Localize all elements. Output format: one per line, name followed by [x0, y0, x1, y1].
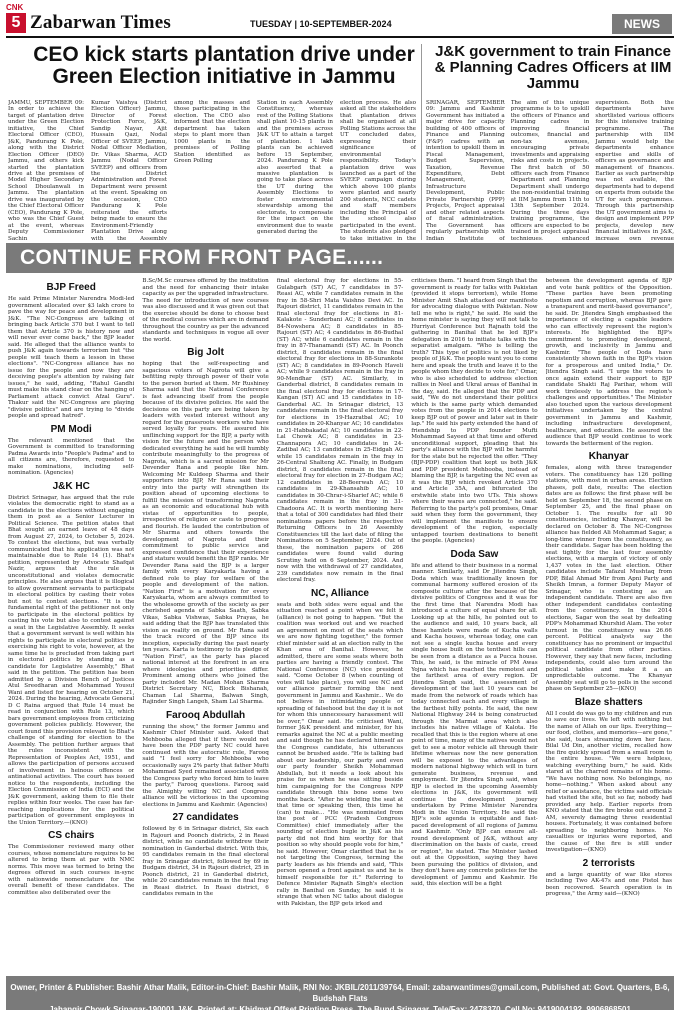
masthead: [0, 0, 680, 40]
lead-column: JAMMU, SEPTEMBER 09: In order to achieve the target of plantation drive under the Green Election initiative, the Chief Electoral Officer (CEO), J&K, Pandurang K Pole, along with the District Election Officer (DEO) Jammu, and others kick started the plantation drive at the premises of Model Higher Secondary School Dhoulanwali in Jammu. The plantation drive was inaugurated by the Chief Electoral Officer (CEO), Pandurang K Pole, who was the Chief Guest at the event, whereas Deputy Commissioner Sachin: [8, 100, 84, 240]
lead-headline: CEO kick starts plantation drive under Green Election initiative in Jammu: [33, 43, 415, 88]
side-column: SRINAGAR, SEPTEMBER 09: Jammu and Kashmir Government has initiated a major drive for capacity building of 400 officers of Finance and Planning (F&P) cadres with an intention to upskill them in Fiscal Management, Budget Supervision, Taxation, Revenue Expenditure, Debt Management, Infrastructure Development, Public Private Partnership (PPP) Projects, Project appraisal and other related aspects of fiscal administration. The Government has regularly partnership with Indian Institute of: [426, 100, 505, 240]
story-text: The Commissioner reviewed many other courses, whose nomenclature requires to be altered to bring them at par with NMC norms. This move was termed to bring the degrees offered in such courses in-sync with nationwide nomenclature for the overall benefit of these candidates. The committee also deliberated over the: [8, 844, 135, 896]
story-text: He said Prime Minister Narendra Modi-led government allocated over $3 lakh crore to pave the way for peace and development in J&K. "The NC-Congress are talking of bringing back Article 370 but I want to tell them that Article 370 is history now and will never ever come back," the BJP leader said. He alleged that the alliance wants to push J&K again towards terrorism but "the people will teach them a lesson in these elections". "NC-Congress alliance has no issue for the people and now they are deceiving people's attention by raising fair issues," he said, adding, "Rahul Gandhi must make his stand clear on the hanging of Parliament attack convict Afzal Guru". Thakur said the NC-Congress are playing "divisive politics" and are trying to "divide people and spread hatred".: [8, 296, 135, 419]
continued-column: [411, 278, 537, 946]
continued-column: [546, 278, 672, 946]
story-text: All I could do was go to my children and run to save our lives. We left with nothing but the name of Allah on our lips. Everything—our food, clothes, and memories—are gone," she said, tears streaming down her face. Bilal Ud Din, another victim, recalled how the fire quickly spread from a small room to the entire house. "We were helpless, watching everything burn," he said. Kids stared at the charred remains of his home. "We have nothing now. No belongings, no home—nothing." When asked about any relief or assistance, the victims said officials had visited the site, but so far, nobody had provided any help. Earlier reports from KNO stated that the fire broke out around 2 AM, severely damaging three residential houses. Fortunately, it was contained before spreading to neighboring homes. No casualties or injuries were reported, and the cause of the fire is still under investigation—(KNO): [545, 710, 672, 853]
continue-banner: CONTINUE FROM FRONT PAGE......: [6, 243, 674, 273]
side-column: supervision. Both the departments have shortlisted various officers for this intensive training programme. The partnership with IIM Jammu would help the departments enhance expertise and skills of officers as governance and management of finances. Earlier as such partnership was not available, the departments had to depend on experts from outside the UT for such programmes. Through this partnership the UT government aims to design and implement PPP projects, develop new financial initiatives in J&K, increase own revenue: [595, 100, 674, 240]
story-text: hoping that the self-respecting and sagacious voters of Nagrota will give a befitting reply through power of their vote to the person buried at them. Mr Rushiney Sharma said that the National Conference is fast advancing itself from the people because of its divisive policies. He said the decisions on this party are being taken by leaders with vested interest without any regard for the grassroots workers who have served loyally for years. He assured his unflinching support for the BJP, a party with vision for the future and the person who dedicated everything he said he will humbly contribute meaningfully to the progress of Nagrota, which is a sacred mission for Mr Devender Rana and people like him. Welcoming Mr Kuldeep Sharma and their supporters into BJP, Mr Rana said their entry into the party will strengthen its position ahead of upcoming elections to fulfill the mission of transforming Nagrota as an economic and educational hub with vistas of opportunities to people, irrespective of religion or caste to progress and flourish. He lauded the contribution of Mr Sharma and others towards the development of Nagrota and their commitment to public service and expressed confidence that their experience and stature would benefit the BJP ranks. Mr Devender Rana said the BJP is a larger family with every Karyakarta having a defined role to play for welfare of the people and development of the nation. "Nation First" is a motivation for every Karyakarta, whom are always committed to the wholesome growth of the society as per cherished agenda of Sabka Saath, Sabka Vikas, Sabka Vishwas, Sabka Prayas, he said adding that the BJP has translated this vision as reality on ground. Mr Rana said the track record of the BJP since its inception, especially during the past nearly ten years. Karta is testimony to its pledge of "Nation First", as the party has placed national interest at the forefront in an era where ideologies and priorities differ. Prominent among others who joined the party included Mr. Madan Mohan Sharma District Secretary NC, Block Bishanah, Chaman Lal Sharma, Balwan Singh, Rajinder Singh Langeh, Sham Lal Sharma.: [142, 361, 269, 705]
story-text: between the development agenda of BJP and vote bank politics of the Opposition. "These parties have been promoting nepotism and corruption, whereas BJP gave a transparent and merit-based governance", he said. Dr. Jitendra Singh emphasised the importance of electing a capable leaders who can effectively represent the region's interests. He highlighted the BJP's commitment to promoting development, growth, and inclusivity in Jammu and Kashmir. "The people of Doda have consistently shown faith in the BJP's vision for a prosperous and united India," Dr. Jitendra Singh said. "I urge the voters to once again extend their support to BJP candidate Shakti Raj Parihar, whom will work tirelessly to address the region's challenges and opportunities." The Minister also touched upon the various development initiatives undertaken by the central government in Jammu and Kashmir, including infrastructure development, healthcare, and education. He assured the audience that BJP would continue to work towards the betterment of the region.: [545, 278, 672, 447]
story-text: and a large quantity of war like stores including Two AK-47s and one Pistol has been recovered. Search operation is in progress," the Army said—(KNO): [545, 871, 672, 897]
side-column: The aim of this unique programme is to to upskill the officers of Finance and Planning cadres in improving financial outcomes, financial and non-tax avenues, encouraging private investments and appraising risks and costs in projects. The first batch of 50 officers each from Finance Department and Planning Department shall undergo the non-residential training at IIM Jammu from 11th to 13th September 2024. During the three days training programme, the officers are expected to be trained in project appraisal techniques, enhanced: [510, 100, 590, 240]
story-subhead: 2 terrorists: [582, 857, 635, 869]
side-story-headline: J&K government to train Finance & Planning Cadres Officers at IIM Jammu: [434, 43, 672, 92]
story-text: criticises them. "I heard from Singh that the government is ready for talks with Pakistan (provided it stops terrorism), while Home Minister Amit Shah attacked our manifesto for advocating dialogue with Pakistan. Now tell me who is right," he said. He said the home minister is saying they will not talk to Hurriyat Conference but Rajnath told the gathering in Banihal that he led BJP's delegation in 2016 to initiate talks with the separatist amalgam. "Who is telling the truth? This type of politics is not liked by people of J&K. The people want you to come here and speak the truth and leave it to the people whom they decide to vote for," Omar, who is also scheduled to address election rallies in Neel and Ukral areas of Banihal in the day, said. He alleged that the PDP and said, "We do not understand their politics which is the same party which demanded votes from the people in 2014 elections to keep BJP out of power and later sat in their lap." He said his party extended the hand of friendship to PDP founder Mufti Mohammad Sayeed at that time and offered unconditional support, pleading that his party's alliance with the BJP will be harmful for the state but he rejected the offer. "They (BJP-PDP) coalition that kept us both J&K and PDP president Mehbooba, instead of blaming the BJP, is targeting the NC even as it was the BJP which revoked Article 370 and Article 35A, and bifurcated the erstwhile state into two UTs. This shows where their wares are connected," he said. Referring to the party's poll promises, Omar said when they form the government, they will implement the manifesto to ensure development of the region, especially untapped tourism destinations to benefit the people. (Agencies): [411, 278, 538, 544]
paper-name: Zabarwan Times: [30, 12, 171, 33]
continued-column: [8, 278, 134, 946]
story-subhead: Doda Saw: [450, 548, 499, 560]
story-subhead: Farooq Abdullah: [166, 709, 246, 721]
lead-column: election process. He also asked all the stakeholders that plantation drives shall be organised at all Polling Stations across the UT concluded dates, expressing their significance of environmental responsibility. Today's plantation drive was launched as a part of the SVEEP campaign during which above 100 plants were planted and nearly 200 students, NCC cadets and staff members including the Principal of the school also participated in the event. The students also pledged to take initiative in the: [340, 100, 416, 240]
section-label: NEWS: [612, 14, 672, 34]
story-subhead: 27 candidates: [172, 812, 239, 823]
continued-stories: [8, 278, 672, 946]
side-story-body: [426, 100, 674, 240]
story-subhead: Blaze shatters: [574, 696, 643, 708]
page-number: 5: [6, 13, 26, 33]
story-subhead: Big Jolt: [187, 347, 224, 358]
continued-column: [142, 278, 268, 946]
story-text: B.Sc/M.Sc courses offered by the institution and the need for enhancing their intake capacity as per the upgraded infrastructure. The need for introduction of new courses was also discussed and it was given out that the exercise should be done to choose best of the medical courses which are in demand throughout the country as per the advanced standards and techniques in vogue all over the world.: [142, 278, 269, 343]
lead-column: Kumar Vaishya (District Election Officer) Jammu, Director of Forest Protection Force, J&K, Sandip Nayar, Ajit Hussain Qazi, Nodal Officer of SVEEP, Jammu, Nodal Officer Mediation, Dr. Vikas Sharma, ACD Jammu (Nodal Officer SVEEP) and officers from the District Administration and Forest Department were present at the event. Speaking on the occasion, CEO Pandurang K Pole reiterated the efforts being made to ensure the Environment-Friendly Plantation Drive along with the Assembly: [91, 100, 167, 240]
story-text: running the show," the former Jammu and Kashmir Chief Minister said. Asked that Mehbooba alleged that if there would not have been the PDP party NC could have continued with the autocratic rule, Farooq said "I feel sorry for Mehbooba who occasionally says 2% party that father Mufti Mohammad Syed remained associated with the Congress party who forced him to leave the party," Farooq questions. Farooq said the Almighty willing NC and Congress alliance will be victorious in the upcoming elections in Jammu and Kashmir. (Agencies): [142, 723, 269, 808]
story-text: final electoral fray for elections in 55-Gulabgarh (ST) AC, 7 candidates in 57-Reasi AC, while 7 candidates remain in the fray in 58-Shri Mata Vaishno Devi AC. In Rajouri district, 11 candidates remain in the final electoral fray for elections in 81-Kalakote - Sunderbani AC; 8 candidates in 84-Nowshera AC; 8 candidates in 85-Rajouri (ST) AC; 4 candidates in 86-Budhal (ST) AC; while 6 candidates remain in the fray in 87-Thanamandi (ST) AC. In Poonch district, 8 candidates remain in the final electoral fray for elections in 88-Surankote (ST) AC; 8 candidates in 89-Poonch Haveli AC; while 9 candidates remain in the fray in 90-Mendhar (ST) AC. Similarly, in Ganderbal district, 8 candidates remain in the final electoral fray for elections in 17-Kangan (ST) AC and 15 candidates in 18-Ganderbal AC. In Srinagar district, 13 candidates remain in the final electoral fray for elections in 19-Hazratbal AC; 10 candidates in 20-Khanyar AC; 16 candidates in 21-Habbakadal AC; 10 candidates in 22-Lal Chowk AC; 8 candidates in 23-Channapora AC; 10 candidates in 24-Zadibal AC; 13 candidates in 25-Eidgah AC while 15 candidates remain in the fray in 26-Central Shalteng AC. Finally, in Budgam district, 8 candidates remain in the final electoral fray for election in 27-Budgam AC; 12 candidates in 28-Beerwah AC; 10 candidates in 29-Khansahib AC; 10 candidates in 30-Chrar-i-Sharief AC; while 6 candidates remain in the fray in 31-Chadoora AC. It is worth mentioning here that a total of 300 candidates had filed their nominations papers before the respective Returning Officers in 26 Assembly Constituencies till the last date of filing the Nominations on 5 September, 2024. Out of these, the nomination papers of 266 candidates were found valid during Scrutiny held on 6 September, 2024. And now with the withdrawal of 27 candidates, 239 candidates now remain in the final electoral fray.: [276, 278, 404, 583]
story-text: life and attend to their business in a normal manner. Similarly, said Dr Jitendra Singh, Doda which was traditionally known for communal harmony suffered erosion of its composite culture after the because of the divisive politics of Congress and it was for the first time that Narendra Modi has introduced a culture of equal share for all. Looking up at the hills, he pointed out to the audience and said, 10 years back, all these hamlets were made of Kucha walls and Kacha houses, whereas today, one can not see a single kucha house and every single house built on the tenthest hills can be seen from a distance as a Pucca house. This, he said, is the miracle of PM Awas Yojna which has reached the remotest and the farthest area of every region. Dr Jitendra Singh said, the assessment of development of the last 10 years can be made from the network of roads which has today connected each and every village in the farthest hilly points. He said, the new National Highway 244 is being constructed through the Marmat area which also includes his native village of Kalota. He recalled that this is the region where at one point of time, many of the natives would not get to see a motor vehicle all through their lifetime whereas now the new generation will be exposed to the advantages of modern national highway which will in turn generate business, revenue and employment. Dr Jitendra Singh said, when BJP is elected in the upcoming Assembly elections in J&K, its government will continue the development journey undertaken by Prime Minister Narendra Modi in the Union Territory. He said the BJP's sole agenda is equitable and fast-paced development of all regions of Jammu and Kashmir. "Only BJP can ensure all-round development of J&K, without any discrimination on the basis of caste, creed or region", he stated. The Minister lashed out at the Opposition, saying they have been pursuing the politics of division, and they don't have any concrete policies for the development of Jammu and Kashmir. He said, this election will be a fight: [411, 562, 538, 887]
column-divider: [421, 44, 422, 240]
lead-column: Station in each Assembly Constituency, whereas rest of the Polling Stations shall plant 10-15 plants in and the premises across J&K UT to attain a target of plantation. 1 lakh plants can be achieved before 15 September, 2024. Pandurang K Pole also asserted that a massive plantation is going to take place across the UT during the Assembly Elections to foster environmental stewardship among the electorate, to compensate for the impact on the environment due to waste generated during the: [257, 100, 333, 236]
story-subhead: PM Modi: [50, 423, 92, 435]
dateline: TUESDAY | 10-SEPTEMBER-2024: [250, 19, 392, 29]
imprint-footer: [6, 976, 674, 1014]
imprint-line: Jahangir Chowk Srinagar-190001 J&K, Printed at: Khidmat Offset Printing Press, The Bund Srinagar, Tele/Fax: 2478370, Cell No: 9419004192, 9906868501: [49, 1005, 631, 1014]
section-tag: CNK: [6, 3, 24, 12]
story-text: followed by 6 in Srinagar district, Six each in Rajouri and Poonch districts, 2 in Reasi district, while no candidate withdrew their nomination in Ganderbal district. With this, 95 candidates remain in the final electoral fray in Srinagar district, followed by 69 in Budgam district, 34 in Rajouri district, 25 in Poonch district, 21 in Ganderbal district, while 20 candidates remain in the final fray in Reasi district. In Reasi district, 6 candidates remain in the: [142, 826, 269, 897]
imprint-line: Owner, Printer & Publisher: Bashir Athar Malik, Editor-in-Chief: Bashir Malik, RNI No: JKBIL/2011/39764, Email: zabarwantimes@gmail.com, Published at: Govt. Quarters, B-6, Budshah Flats: [10, 983, 670, 1003]
story-subhead: Khanyar: [588, 451, 629, 462]
story-subhead: NC, Alliance: [311, 587, 369, 599]
continued-column: [277, 278, 403, 946]
lead-story-body: [8, 100, 416, 240]
story-text: females, along with three transgender voters. The constituency has 126 polling stations, with most in urban areas. Election phases, poll date, results: The election dates are as follows: the first phase will be held on September 18, the second phase on September 25, and the final phase on October 1. The results for all 90 constituencies, including Khanyar, will be declared on October 8. The NC-Congress alliance has fielded Ali Mohammad Sagar, a long-time winner from the constituency, as their candidate. Sagar has been holding the seat tightly for the last four assembly elections, with a margin of victory of only 1,437 votes in the last election. Other candidates include Tafazul Mushtaq from PDP, Bilal Ahmad Mir from Apni Party and Sheikh Imran, a former Deputy Mayor of Srinagar, who is contesting as an independent candidate. There are also five other independent candidates contesting from the constituency. In the 2014 elections, Sagar won the seat by defeating PDP's Mohammad Khurshid Alam. The voter turnout in the constituency was 26.66 percent. Political analysts say the constituency has no prominent or impactful political candidate from other parties. However, they say that new faces, including independents, could also turn around the political tables and make it a an unpredictable outcome. The Khanyar Assembly seat will go to polls in the second phase on September 25—(KNO): [545, 465, 672, 692]
story-subhead: CS chairs: [48, 830, 95, 841]
story-text: District Srinagar, has argued that the rule violates the democratic right to stand as a candidate in the elections without engaging them in post as a Senior Lecturer in Political Science. The petition states that Bhat sought an earned leave of 48 days from August 27, 2024, to October 5, 2024. To contest the elections, but was verbally communicated that his application was not maintainable due to Rule 14 (1). Bhat's petition, represented by Advocate Shafqat Nazir, argues that the rule is unconstitutional and violates democratic principles. He also argues that it is illogical to allow government servants to participate in electoral politics by casting their votes but not to contest elections. "It is the fundamental right of the petitioner not only to participate in the electoral politics by casting his vote but also to contest against a seat in the Legislative Assembly. It seeks that a government servant is well within his rights to participate in electoral politics by exercising his right to vote, however, at the same time he is precluded from taking part in electoral politics by standing as a candidate for Legislative Assembly," Bhat said in the petition. The petition has been admitted by a Division Bench of Justices Atul Sreedharan and Mohammad Yousuf Wani and listed for hearing on October 21, 2024. During the hearing, Advocate General D C Raina argued that Rule 14 must be read in conjunction with Rule 13, which bars government employees from criticizing government policies publicly. However, the court found this provision relevant to Bhat's challenge of standing for election to the Assembly. The petition further argues that the rules inconsistent with the Representation of Peoples Act, 1951, and allows the participation of persons accused of involvement in heinous offences or antinational activities. The court has issued notice to the respondents, including the Election Commission of India (ECI) and the J&K government, asking them to file their replies within four weeks. The case has far-reaching implications for the political participation of government employees in the Union Territory.—(KNO): [8, 494, 135, 826]
story-subhead: J&K HC: [52, 480, 90, 492]
story-text: The relevant mentioned that the Government is committed to transforming Padma Awards into "People's Padma" and to all citizens are, therefore, requested to make nominations, including self-nomination. (Agencies): [8, 437, 135, 476]
lead-column: among the masses and those participating in the election. The CEO also informed that the election department has taken steps to plant more than 1000 plants in the premises of Polling Station identified as Green Polling: [174, 100, 250, 165]
story-subhead: BJP Freed: [46, 282, 96, 293]
masthead-rule: [6, 36, 674, 38]
story-text: seats and both sides were equal and the situation reached a point when we felt it (alliance) is not going to happen. "But the coalition was worked out and we reached an agreement on most of the seats which we are now fighting together," the former chief minister said at an election rally in the Khan area of Banihal. However, he admitted, there are some seats where both parties are having a friendly contest. The National Conference (NC) vice president said. "Come October 8 (when counting of votes will take place), you will see NC and our alliance partner forming the next government in Jammu and Kashmir... We do not believe in intimidating people or spreading of falsehood but the day it is not for whom this unnecessary harassment will be over," Omar said. He criticised Wani, former J&K president and minister, for his remarks against the NC at a public meeting and said though he has declared himself as the Congress candidate, his utterances cannot be brushed aside. "He is talking bad about our leadership, our party and even our party founder Sheikh Mohammad Abdullah, but it needs a look about his praise for us when he was sitting beside him campaigning for the Congress NPP candidate through this bone some two months back. "After he wielding the seat at that time or speaking then, this time he (can) to make... "He was nominated from the post of PCC (Pradesh Congress Committee) chief immediately after the sounding of election bugle in J&K as his party did not find him worthy for that position so why should people vote for him," he said. However, Omar clarified that he is not targeting the Congress, terming the party leaders as his friends and said, "This person opened a front against us and he is himself responsible for it." Referring to Defence Minister Rajnath Singh's election rally in Banihal on Sunday, he said it is strange that when NC talks about dialogue with Pakistan, the BJP gets irked and: [276, 601, 404, 907]
